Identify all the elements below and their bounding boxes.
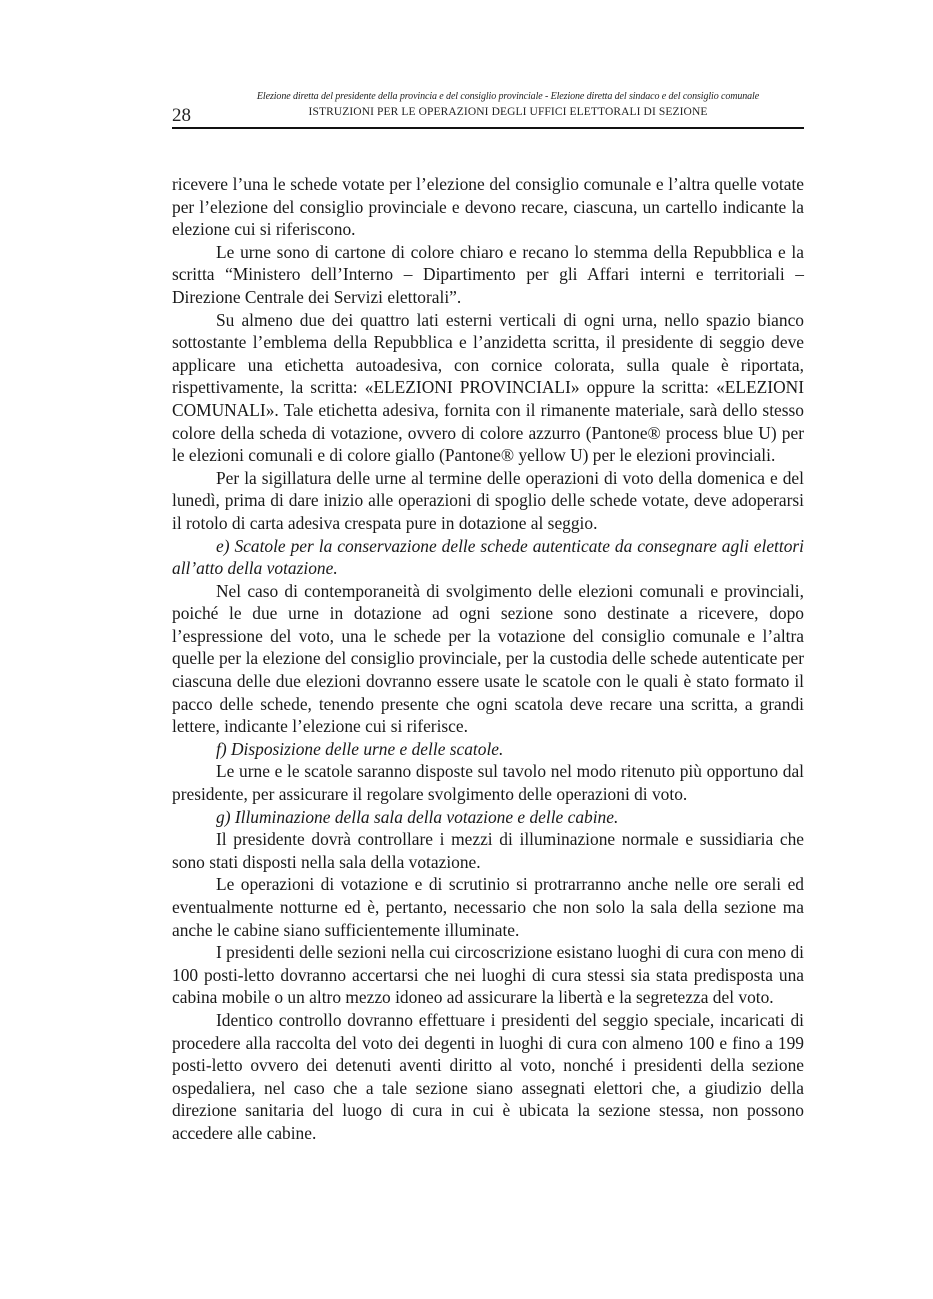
- paragraph: Le urne e le scatole saranno disposte sul tavolo nel modo ritenuto più opportuno dal presidente, per assicurare il regolare svolgimento delle operazioni di voto.: [172, 761, 804, 805]
- paragraph: Le urne sono di cartone di colore chiaro e recano lo stemma della Repubblica e la scritta “Ministero dell’Interno – Dipartimento per gli Affari interni e territoriali – Direzione Centrale dei Servizi elettorali”.: [172, 241, 804, 307]
- running-title: Elezione diretta del presidente della provincia e del consiglio provinciale - Elezione diretta del sindaco e del consiglio comunale: [256, 91, 760, 102]
- paragraph: Identico controllo dovranno effettuare i presidenti del seggio speciale, incaricati di procedere alla raccolta del voto dei degenti in luoghi di cura con almeno 100 e fino a 199 posti-letto ovvero dei detenuti aventi diritto al voto, nonché i presidenti della sezione ospedaliera, nel caso che a tale sezione siano assegnati elettori che, a giudizio della direzione sanitaria del luogo di cura in cui è ubicata la sezione stessa, non possono accedere alle cabine.: [172, 1009, 804, 1143]
- running-subtitle: ISTRUZIONI PER LE OPERAZIONI DEGLI UFFICI ELETTORALI DI SEZIONE: [308, 106, 708, 118]
- paragraph: Su almeno due dei quattro lati esterni verticali di ogni urna, nello spazio bianco sottostante l’emblema della Repubblica e l’anzidetta scritta, il presidente di seggio deve applicare una etichetta autoadesiva, con cornice colorata, sulla quale è riportata, rispettivamente, la scritta: «ELEZIONI PROVINCIALI» oppure la scritta: «ELEZIONI COMUNALI». Tale etichetta adesiva, fornita con il rimanente materiale, sarà dello stesso colore della scheda di votazione, ovvero di colore azzurro (Pantone® process blue U) per le elezioni comunali e di colore giallo (Pantone® yellow U) per le elezioni provinciali.: [172, 309, 804, 466]
- header-rule: [172, 127, 804, 129]
- paragraph: Le operazioni di votazione e di scrutinio si protrarranno anche nelle ore serali ed eventualmente notturne ed è, pertanto, necessario che non solo la sala della sezione ma anche le cabine siano sufficientemente illuminate.: [172, 874, 804, 940]
- paragraph: Per la sigillatura delle urne al termine delle operazioni di voto della domenica e del lunedì, prima di dare inizio alle operazioni di spoglio delle schede votate, deve adoperarsi il rotolo di carta adesiva crespata pure in dotazione al seggio.: [172, 467, 804, 533]
- page-header: [172, 90, 804, 132]
- paragraph: Nel caso di contemporaneità di svolgimento delle elezioni comunali e provinciali, poiché le due urne in dotazione ad ogni sezione sono destinate a ricevere, dopo l’espressione del voto, una le schede per la votazione del consiglio comunale e l’altra quelle per la elezione del consiglio provinciale, per la custodia delle schede autenticate per ciascuna delle due elezioni dovranno essere usate le scatole con le quali è stato formato il pacco delle schede, tenendo presente che ogni scatola deve recare una scritta, a grandi lettere, indicante l’elezione cui si riferisce.: [172, 580, 804, 737]
- page-number: 28: [172, 105, 191, 126]
- paragraph: ricevere l’una le schede votate per l’elezione del consiglio comunale e l’altra quelle votate per l’elezione del consiglio provinciale e devono recare, ciascuna, un cartello indicante la elezione cui si riferiscono.: [172, 174, 804, 240]
- section-heading-g: g) Illuminazione della sala della votazione e delle cabine.: [216, 806, 619, 827]
- section-heading-e: e) Scatole per la conservazione delle schede autenticate da consegnare agli elettori all’atto della votazione.: [172, 535, 804, 579]
- paragraph: I presidenti delle sezioni nella cui circoscrizione esistano luoghi di cura con meno di 100 posti-letto dovranno accertarsi che nei luoghi di cura stessi sia stata predisposta una cabina mobile o un altro mezzo idoneo ad assicurare la libertà e la segretezza del voto.: [172, 942, 804, 1008]
- section-heading-f: f) Disposizione delle urne e delle scatole.: [216, 738, 504, 759]
- body-text: [172, 173, 804, 1145]
- paragraph: Il presidente dovrà controllare i mezzi di illuminazione normale e sussidiaria che sono stati disposti nella sala della votazione.: [172, 829, 804, 872]
